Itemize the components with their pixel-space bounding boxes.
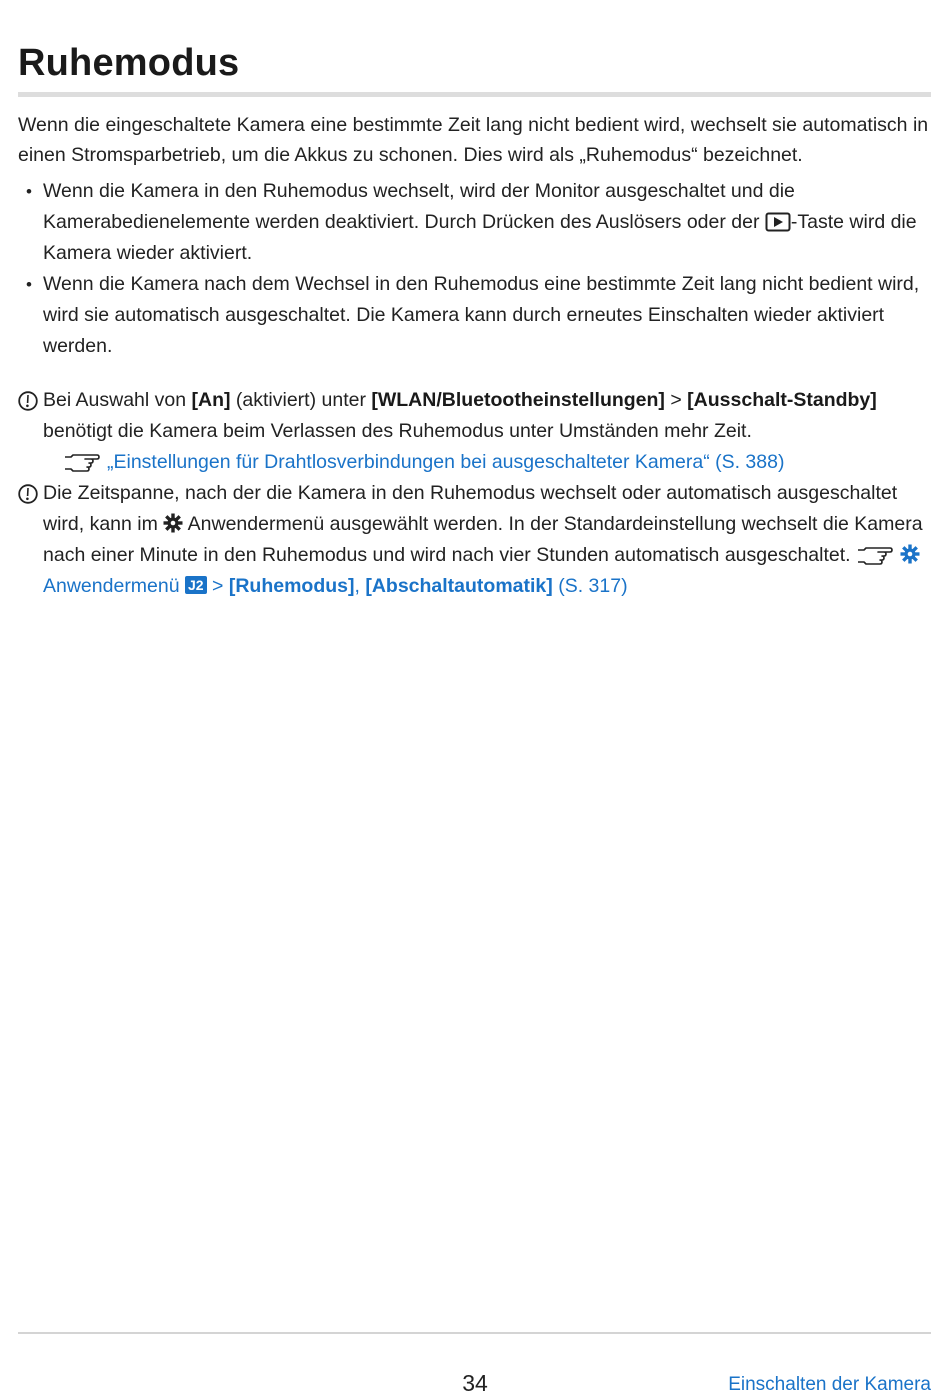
setting-auto-power-off: [Abschaltautomatik] [365,575,553,597]
page-title: Ruhemodus [18,42,240,84]
playback-button-icon [765,212,791,232]
list-item [18,269,931,362]
bullet-text: Wenn die Kamera in den Ruhemodus wechselt, wird der Monitor ausgeschaltet und die Kamerabedienelemente werden deaktiviert. Durch Drücken des Auslösers oder der [43,180,795,233]
pointing-hand-icon [63,452,101,472]
menu-separator: , [354,575,366,597]
note-text: Anwendermenü ausgewählt werden. In der Standardeinstellung wechselt die Kamera nach einer Minute in den Ruhemodus und wird nach vier Stunden automatisch ausgeschaltet. [43,513,923,566]
footer-divider [18,1332,931,1334]
notes [18,385,931,602]
bullet-list [18,176,931,362]
bullet-text: Wenn die Kamera nach dem Wechsel in den Ruhemodus eine bestimmte Zeit lang nicht bedient wird, wird sie automatisch ausgeschaltet. Die Kamera kann durch erneutes Einschalten wieder aktiviert werden. [43,273,920,357]
setting-sleep-mode: [Ruhemodus] [228,575,355,597]
intro-paragraph: Wenn die eingeschaltete Kamera eine bestimmte Zeit lang nicht bedient wird, wechselt sie automatisch in einen Stromsparbetrieb, um die Akkus zu schonen. Dies wird als „Ruhemodus“ bezeichnet. [18,114,929,166]
reference-line [43,447,931,478]
gear-icon [163,513,183,533]
gear-icon [900,544,920,564]
page-reference: (S. 317) [552,575,628,597]
pointing-hand-icon [856,545,894,565]
menu-tab-badge: J2 [185,576,207,594]
bullet-icon: • [26,275,32,294]
note-text: Die Zeitspanne, nach der die Kamera in den Ruhemodus wechselt oder automatisch ausgeschaltet wird, kann im [43,482,898,535]
setting-standby: [Ausschalt-Standby] [687,389,877,411]
page-number: 34 [462,1370,488,1396]
note-text: benötigt die Kamera beim Verlassen des Ruhemodus unter Umständen mehr Zeit. [43,420,752,442]
note-text: (aktiviert) unter [230,389,372,411]
note-text: > [664,389,688,411]
caution-icon [18,391,38,411]
setting-wlan-bluetooth: [WLAN/Bluetootheinstellungen] [371,389,665,411]
menu-link-text: Anwendermenü [43,575,186,597]
bullet-icon: • [26,182,32,201]
menu-separator: > [206,575,229,597]
caution-note [18,478,931,602]
caution-icon [18,484,38,504]
caution-note [18,385,931,478]
section-link[interactable]: Einschalten der Kamera [728,1374,931,1395]
note-text: Bei Auswahl von [43,389,192,411]
list-item [18,176,931,269]
title-divider [18,92,931,97]
bullet-text: -Taste wird die Kamera wieder aktiviert. [43,211,917,264]
setting-on: [An] [191,389,231,411]
wireless-settings-link[interactable]: „Einstellungen für Drahtlosverbindungen bei ausgeschalteter Kamera“ (S. 388) [107,451,785,473]
